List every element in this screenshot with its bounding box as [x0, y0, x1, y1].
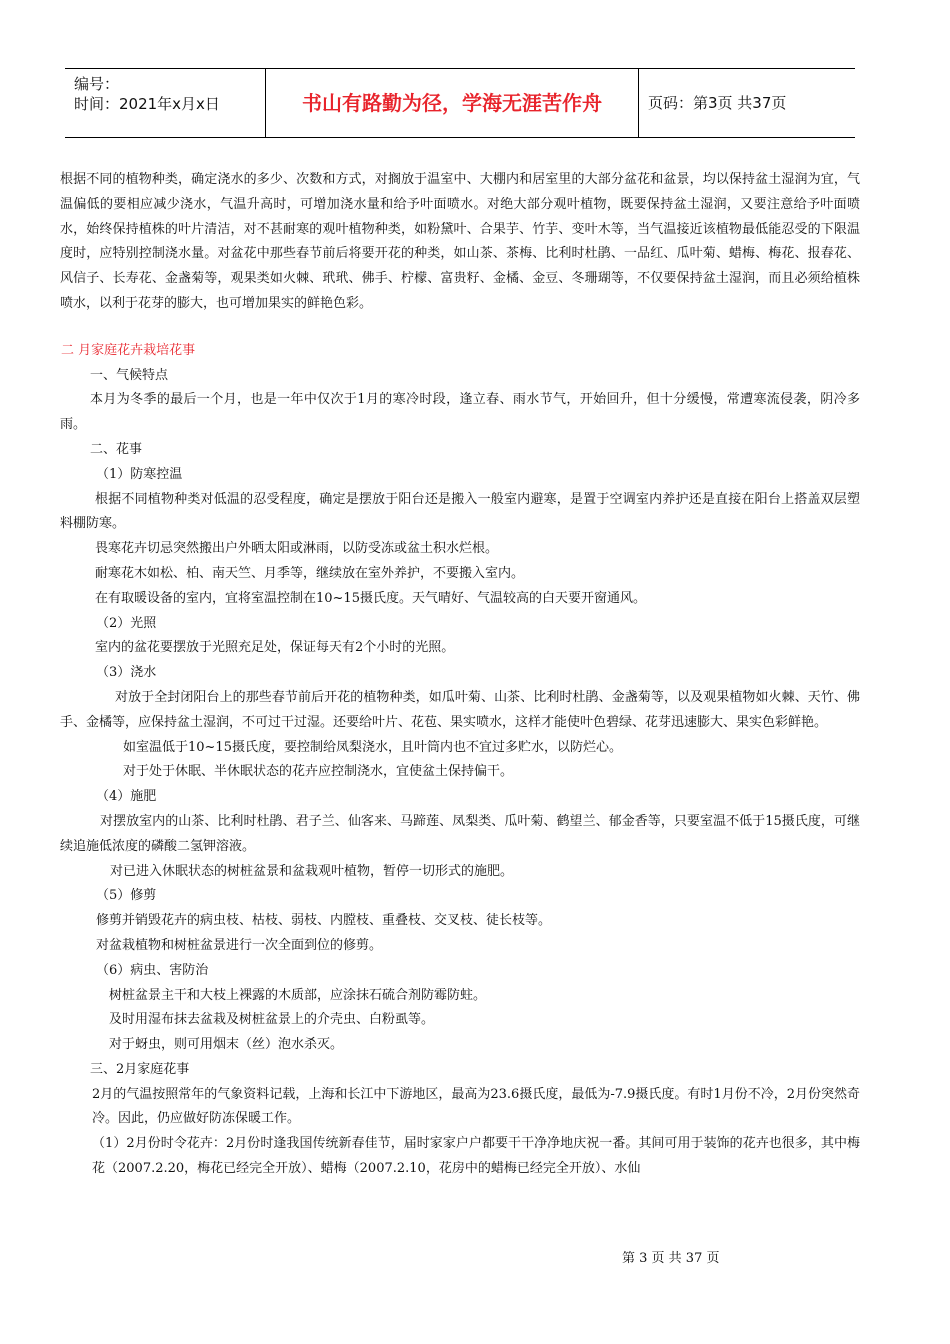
item-heading: （5）修剪	[96, 888, 157, 904]
paragraph: 根据不同植物种类对低温的忍受程度，确定是摆放于阳台还是搬入一般室内避寒，是置于空调室内养护还是直接在阳台上搭盖双层塑料棚防寒。	[60, 491, 860, 532]
section-heading: 二 月家庭花卉栽培花事	[61, 342, 196, 358]
item-heading: （3）浇水	[96, 665, 157, 681]
document-number-label: 编号：	[74, 75, 120, 93]
paragraph: 对于处于休眠、半休眠状态的花卉应控制浇水，宜使盆土保持偏干。	[123, 764, 514, 780]
paragraph: 对已进入休眠状态的树桩盆景和盆栽观叶植物，暂停一切形式的施肥。	[110, 863, 514, 879]
header-divider	[638, 69, 639, 137]
paragraph: 根据不同的植物种类，确定浇水的多少、次数和方式，对搁放于温室中、大棚内和居室里的大部分盆花和盆景，均以保持盆土湿润为宜，气温偏低的要相应减少浇水，气温升高时，可增加浇水量和给予叶面喷水。对绝大部分观叶植物，既要保持盆土湿润，又要注意给予叶面喷水，始终保持植株的叶片清洁，对不甚耐寒的观叶植物种类，如粉黛叶、合果芋、竹芋、变叶木等，当气温接近该植物最低能忍受的下限温度时，应特别控制浇水量。对盆花中那些春节前后将要开花的种类，如山茶、茶梅、比利时杜鹃、一品红、瓜叶菊、蜡梅、梅花、报春花、风信子、长寿花、金盏菊等，观果类如火棘、玳玳、佛手、柠檬、富贵籽、金橘、金豆、冬珊瑚等，不仅要保持盆土湿润，而且必须给植株喷水，以利于花芽的膨大，也可增加果实的鲜艳色彩。	[60, 172, 860, 311]
item-heading: （1）防寒控温	[96, 466, 183, 482]
document-header	[65, 68, 855, 138]
paragraph: 对于蚜虫，则可用烟末（丝）泡水杀灭。	[109, 1037, 344, 1053]
subsection-heading: 一、气候特点	[90, 367, 169, 383]
item-heading: （6）病虫、害防治	[96, 962, 209, 978]
paragraph: 耐寒花木如松、柏、南天竺、月季等，继续放在室外养护，不要搬入室内。	[95, 565, 525, 581]
paragraph: 修剪并销毁花卉的病虫枝、枯枝、弱枝、内膛枝、重叠枝、交叉枝、徒长枝等。	[96, 913, 552, 929]
header-motto: 书山有路勤为径，学海无涯苦作舟	[302, 91, 602, 115]
item-heading: （2）光照	[96, 615, 157, 631]
item-heading: （4）施肥	[96, 789, 157, 805]
header-meta	[65, 69, 265, 137]
document-date-label: 时间：2021年x月x日	[74, 95, 220, 113]
header-page-number: 页码：第3页 共37页	[648, 94, 787, 112]
paragraph: 及时用湿布抹去盆栽及树桩盆景上的介壳虫、白粉虱等。	[109, 1012, 435, 1028]
paragraph: 畏寒花卉切忌突然搬出户外晒太阳或淋雨，以防受冻或盆土积水烂根。	[95, 541, 499, 557]
paragraph: （1）2月份时令花卉：2月份时逢我国传统新春佳节，届时家家户户都要干干净净地庆祝一番。其间可用于装饰的花卉也很多，其中梅花（2007.2.20，梅花已经完全开放）、蜡梅（2007.2.10，花房中的蜡梅已经完全开放）、水仙	[92, 1136, 860, 1177]
paragraph: 对盆栽植物和树桩盆景进行一次全面到位的修剪。	[96, 937, 383, 953]
document-body	[60, 168, 860, 1182]
paragraph: 树桩盆景主干和大枝上裸露的木质部，应涂抹石硫合剂防霉防蛀。	[109, 987, 487, 1003]
paragraph: 本月为冬季的最后一个月，也是一年中仅次于1月的寒冷时段，逢立春、雨水节气，开始回升，但十分缓慢，常遭寒流侵袭，阴冷多雨。	[60, 392, 860, 433]
subsection-heading: 二、花事	[90, 441, 143, 457]
paragraph: 如室温低于10~15摄氏度，要控制给凤梨浇水，且叶筒内也不宜过多贮水，以防烂心。	[123, 739, 622, 755]
paragraph: 在有取暖设备的室内，宜将室温控制在10~15摄氏度。天气晴好、气温较高的白天要开窗通风。	[95, 590, 646, 606]
paragraph: 对放于全封闭阳台上的那些春节前后开花的植物种类，如瓜叶菊、山茶、比利时杜鹃、金盏菊等，以及观果植物如火棘、天竹、佛手、金橘等，应保持盆土湿润，不可过干过湿。还要给叶片、花苞、果实喷水，这样才能使叶色碧绿、花芽迅速膨大、果实色彩鲜艳。	[60, 689, 860, 730]
paragraph: 2月的气温按照常年的气象资料记载，上海和长江中下游地区，最高为23.6摄氏度，最低为-7.9摄氏度。有时1月份不冷，2月份突然奇冷。因此，仍应做好防冻保暖工作。	[92, 1086, 860, 1127]
paragraph: 对摆放室内的山茶、比利时杜鹃、君子兰、仙客来、马蹄莲、凤梨类、瓜叶菊、鹤望兰、郁金香等，只要室温不低于15摄氏度，可继续追施低浓度的磷酸二氢钾溶液。	[60, 813, 860, 854]
paragraph: 室内的盆花要摆放于光照充足处，保证每天有2个小时的光照。	[95, 640, 455, 656]
subsection-heading: 三、2月家庭花事	[90, 1061, 190, 1077]
footer-page-number: 第 3 页 共 37 页	[622, 1251, 720, 1266]
